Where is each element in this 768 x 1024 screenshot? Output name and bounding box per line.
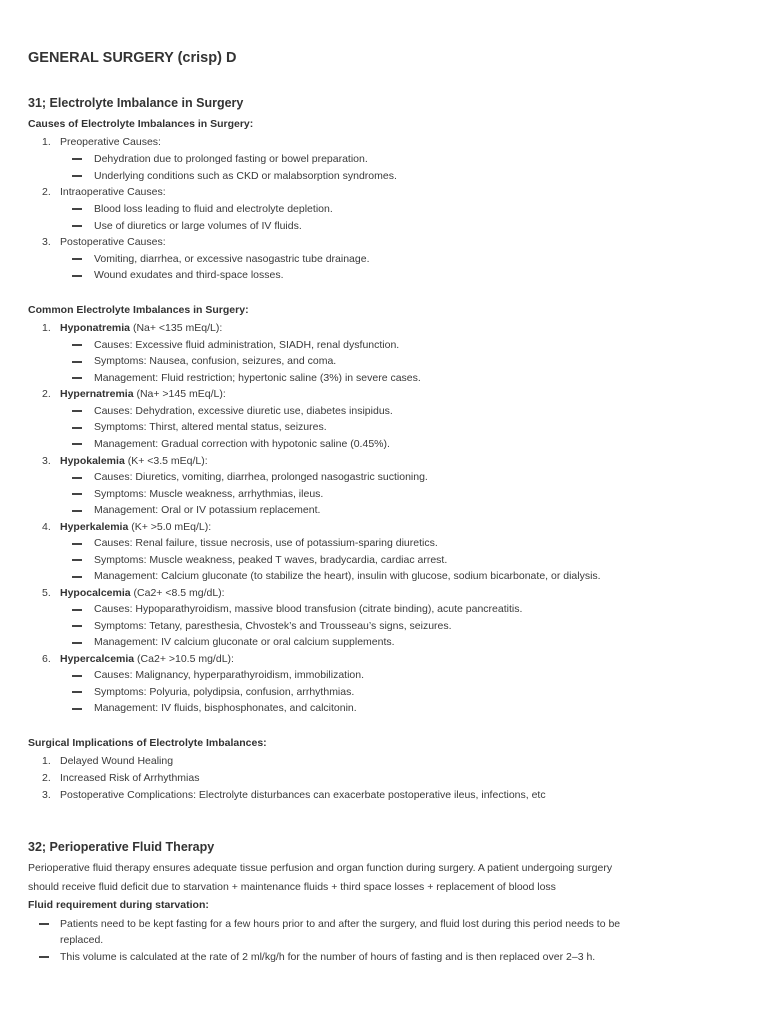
dash-bullet xyxy=(72,275,82,277)
list-number: 2. xyxy=(42,388,51,400)
bullet-item: Blood loss leading to fluid and electrolyte depletion. xyxy=(94,203,333,215)
list-item: Increased Risk of Arrhythmias xyxy=(60,772,200,784)
bullet-item: This volume is calculated at the rate of 2 ml/kg/h for the number of hours of fasting and is then replaced over 2–3 h. xyxy=(60,951,596,963)
imbalance-name: Hypokalemia xyxy=(60,455,125,467)
implications-heading: Surgical Implications of Electrolyte Imbalances: xyxy=(28,737,267,749)
bullet-item: Symptoms: Muscle weakness, arrhythmias, ileus. xyxy=(94,488,324,500)
bullet-item: Wound exudates and third-space losses. xyxy=(94,269,284,281)
bullet-item: Management: IV fluids, bisphosphonates, and calcitonin. xyxy=(94,702,357,714)
dash-bullet xyxy=(72,361,82,363)
imbalance-range: (Na+ >145 mEq/L): xyxy=(133,388,226,400)
list-number: 3. xyxy=(42,455,51,467)
imbalance-range: (K+ >5.0 mEq/L): xyxy=(128,521,212,533)
imbalance-name: Hypocalcemia xyxy=(60,587,131,599)
dash-bullet xyxy=(72,493,82,495)
list-number: 1. xyxy=(42,322,51,334)
dash-bullet xyxy=(72,443,82,445)
bullet-item: Use of diuretics or large volumes of IV fluids. xyxy=(94,220,302,232)
dash-bullet xyxy=(72,675,82,677)
imbalance-title xyxy=(60,652,234,666)
dash-bullet xyxy=(72,427,82,429)
dash-bullet xyxy=(72,510,82,512)
list-item: Delayed Wound Healing xyxy=(60,755,174,767)
list-number: 1. xyxy=(42,136,51,148)
imbalance-title xyxy=(60,454,208,468)
imbalance-range: (Ca2+ >10.5 mg/dL): xyxy=(134,653,234,665)
bullet-item: Underlying conditions such as CKD or malabsorption syndromes. xyxy=(94,170,397,182)
bullet-item: Patients need to be kept fasting for a few hours prior to and after the surgery, and fluid lost during this period needs to be xyxy=(60,918,621,930)
dash-bullet xyxy=(72,344,82,346)
dash-bullet xyxy=(72,708,82,710)
imbalance-title xyxy=(60,586,225,600)
imbalance-range: (Ca2+ <8.5 mg/dL): xyxy=(130,587,225,599)
imbalance-name: Hypercalcemia xyxy=(60,653,135,665)
dash-bullet xyxy=(72,477,82,479)
list-number: 1. xyxy=(42,755,51,767)
paragraph-line: Perioperative fluid therapy ensures adequate tissue perfusion and organ function during surgery. A patient undergoing surgery xyxy=(28,862,613,874)
bullet-item: Dehydration due to prolonged fasting or bowel preparation. xyxy=(94,153,368,165)
causes-heading: Causes of Electrolyte Imbalances in Surgery: xyxy=(28,118,254,130)
section-31-heading: 31; Electrolyte Imbalance in Surgery xyxy=(28,96,244,110)
bullet-item: Symptoms: Thirst, altered mental status, seizures. xyxy=(94,421,327,433)
dash-bullet xyxy=(72,208,82,210)
bullet-item: Symptoms: Polyuria, polydipsia, confusion, arrhythmias. xyxy=(94,686,355,698)
dash-bullet xyxy=(39,923,49,925)
paragraph-line: should receive fluid deficit due to starvation + maintenance fluids + third space losses + replacement of blood loss xyxy=(28,881,556,893)
section-32-heading: 32; Perioperative Fluid Therapy xyxy=(28,840,215,854)
imbalance-name: Hypernatremia xyxy=(60,388,134,400)
dash-bullet xyxy=(72,625,82,627)
dash-bullet xyxy=(72,377,82,379)
list-item: Preoperative Causes: xyxy=(60,136,161,148)
dash-bullet xyxy=(72,175,82,177)
imbalance-name: Hyponatremia xyxy=(60,322,131,334)
imbalance-title xyxy=(60,387,226,401)
bullet-item: Management: Oral or IV potassium replacement. xyxy=(94,504,321,516)
imbalance-name: Hyperkalemia xyxy=(60,521,129,533)
list-number: 3. xyxy=(42,236,51,248)
document-title: GENERAL SURGERY (crisp) D xyxy=(28,50,237,66)
dash-bullet xyxy=(72,158,82,160)
dash-bullet xyxy=(72,258,82,260)
bullet-item: Management: Fluid restriction; hypertonic saline (3%) in severe cases. xyxy=(94,372,421,384)
list-number: 2. xyxy=(42,186,51,198)
imbalance-title xyxy=(60,321,222,335)
dash-bullet xyxy=(72,691,82,693)
bullet-item: Symptoms: Nausea, confusion, seizures, and coma. xyxy=(94,355,337,367)
bullet-item: Symptoms: Muscle weakness, peaked T waves, bradycardia, cardiac arrest. xyxy=(94,554,448,566)
bullet-item: Vomiting, diarrhea, or excessive nasogastric tube drainage. xyxy=(94,253,370,265)
dash-bullet xyxy=(72,559,82,561)
list-number: 2. xyxy=(42,772,51,784)
list-item: Intraoperative Causes: xyxy=(60,186,166,198)
bullet-item: Management: Calcium gluconate (to stabilize the heart), insulin with glucose, sodium bicarbonate, or dialysis. xyxy=(94,570,601,582)
list-item: Postoperative Causes: xyxy=(60,236,166,248)
list-number: 5. xyxy=(42,587,51,599)
list-number: 6. xyxy=(42,653,51,665)
bullet-item: Causes: Excessive fluid administration, SIADH, renal dysfunction. xyxy=(94,339,400,351)
starvation-heading: Fluid requirement during starvation: xyxy=(28,899,209,911)
common-imbalances-heading: Common Electrolyte Imbalances in Surgery: xyxy=(28,304,249,316)
bullet-item: Causes: Renal failure, tissue necrosis, use of potassium-sparing diuretics. xyxy=(94,537,438,549)
dash-bullet xyxy=(72,576,82,578)
dash-bullet xyxy=(72,609,82,611)
bullet-item: Causes: Dehydration, excessive diuretic use, diabetes insipidus. xyxy=(94,405,393,417)
bullet-item: Symptoms: Tetany, paresthesia, Chvostek’s and Trousseau’s signs, seizures. xyxy=(94,620,452,632)
list-number: 3. xyxy=(42,789,51,801)
dash-bullet xyxy=(72,410,82,412)
bullet-item: Causes: Diuretics, vomiting, diarrhea, prolonged nasogastric suctioning. xyxy=(94,471,428,483)
dash-bullet xyxy=(72,543,82,545)
list-number: 4. xyxy=(42,521,51,533)
bullet-item: Management: IV calcium gluconate or oral calcium supplements. xyxy=(94,636,395,648)
dash-bullet xyxy=(72,642,82,644)
bullet-item: Causes: Malignancy, hyperparathyroidism, immobilization. xyxy=(94,669,365,681)
dash-bullet xyxy=(39,956,49,958)
bullet-item: Management: Gradual correction with hypotonic saline (0.45%). xyxy=(94,438,390,450)
bullet-item: Causes: Hypoparathyroidism, massive blood transfusion (citrate binding), acute pancreatitis. xyxy=(94,603,523,615)
imbalance-range: (Na+ <135 mEq/L): xyxy=(130,322,223,334)
dash-bullet xyxy=(72,225,82,227)
bullet-item-continuation: replaced. xyxy=(60,934,104,946)
imbalance-title xyxy=(60,520,211,534)
list-item: Postoperative Complications: Electrolyte disturbances can exacerbate postoperative ileus, infections, etc xyxy=(60,789,546,801)
imbalance-range: (K+ <3.5 mEq/L): xyxy=(124,455,208,467)
